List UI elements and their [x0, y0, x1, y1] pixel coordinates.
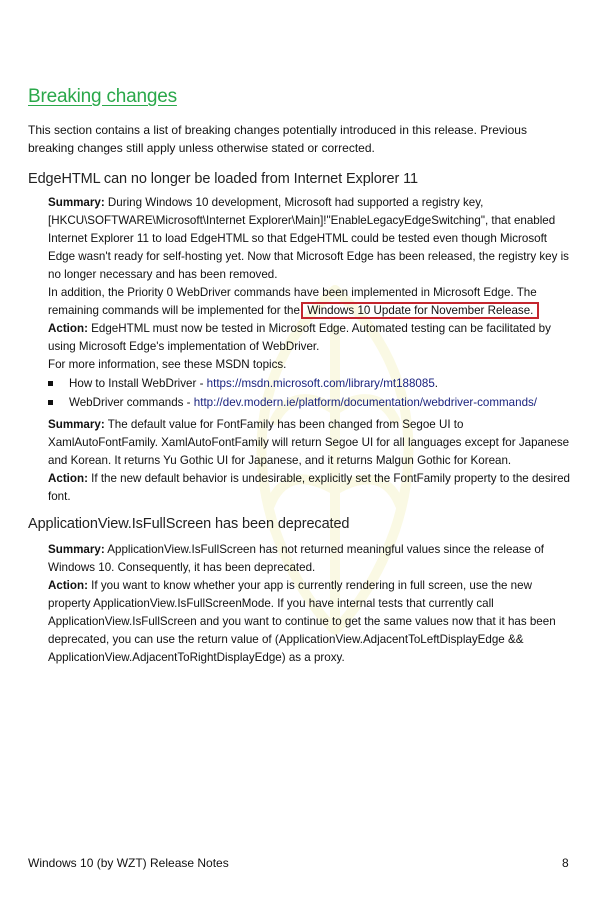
action-label: Action:: [48, 322, 88, 335]
summary-label: Summary:: [48, 418, 105, 431]
section-body-edgehtml: [48, 194, 572, 506]
list-item: [48, 375, 572, 394]
webdriver-commands-link[interactable]: http://dev.modern.ie/platform/documentation/webdriver-commands/: [193, 395, 538, 409]
action-label: Action:: [48, 472, 88, 485]
summary-text: The default value for FontFamily has been changed from Segoe UI to XamlAutoFontFamily. XamlAutoFontFamily will return Segoe UI for all languages except for Japanese and Korean. It returns Yu Gothic UI for Japanese, and it returns Malgun Gothic for Korean.: [48, 418, 570, 467]
summary-label: Summary:: [48, 543, 105, 556]
link-label: How to Install WebDriver -: [69, 377, 207, 390]
page-title: Breaking changes: [28, 86, 177, 107]
fontfamily-summary-paragraph: [48, 416, 572, 470]
action-paragraph: [48, 320, 572, 356]
summary-text: ApplicationView.IsFullScreen has not returned meaningful values since the release of Windows 10. Consequently, it has been deprecated.: [48, 543, 545, 574]
action-text: EdgeHTML must now be tested in Microsoft Edge. Automated testing can be facilitated by using Microsoft Edge's implementation of WebDriver.: [48, 322, 551, 353]
link-suffix: .: [434, 377, 438, 390]
fontfamily-action-paragraph: [48, 470, 572, 506]
square-bullet-icon: [48, 400, 53, 405]
section-heading-fullscreen: ApplicationView.IsFullScreen has been deprecated: [28, 516, 350, 532]
install-webdriver-link[interactable]: https://msdn.microsoft.com/library/mt188085: [206, 377, 435, 390]
link-label: WebDriver commands -: [69, 395, 194, 409]
page-number: 8: [562, 856, 569, 870]
highlighted-release-name: Windows 10 Update for November Release.: [301, 302, 539, 319]
list-item: [48, 394, 572, 413]
summary-paragraph: [48, 541, 572, 577]
summary-paragraph: [48, 194, 572, 284]
action-text: If you want to know whether your app is currently rendering in full screen, use the new property ApplicationView.IsFullScreenMode. If you have internal tests that currently call ApplicationView.IsFullScreen and you want to continue to get the same values now that it has been deprecated, you can use the return value of (ApplicationView.AdjacentToLeftDisplayEdge && ApplicationView.AdjacentToRightDisplayEdge) as a proxy.: [48, 579, 556, 664]
action-label: Action:: [48, 579, 88, 592]
section-heading-edgehtml: EdgeHTML can no longer be loaded from Internet Explorer 11: [28, 171, 418, 187]
section-body-fullscreen: [48, 541, 572, 667]
square-bullet-icon: [48, 381, 53, 386]
footer-title: Windows 10 (by WZT) Release Notes: [28, 856, 229, 870]
more-info-text: For more information, see these MSDN topics.: [48, 358, 287, 371]
intro-paragraph: This section contains a list of breaking changes potentially introduced in this release. Previous breaking changes still apply unless otherwise stated or corrected.: [28, 123, 527, 155]
addition-paragraph: [48, 284, 572, 320]
addition-text: In addition, the Priority 0 WebDriver commands have been implemented in Microsoft Edge. The remaining commands will be implemented for the: [48, 286, 537, 317]
action-paragraph: [48, 577, 572, 667]
action-text: If the new default behavior is undesirable, explicitly set the FontFamily property to the desired font.: [48, 472, 570, 503]
msdn-link-list: [48, 375, 572, 412]
summary-label: Summary:: [48, 196, 105, 209]
summary-text: During Windows 10 development, Microsoft had supported a registry key, [HKCU\SOFTWARE\Microsoft\Internet Explorer\Main]!"EnableLegacyEdgeSwitching", that enabled Internet Explorer 11 to load EdgeHTML so that EdgeHTML could be tested even though Microsoft Edge wasn't ready for self-hosting yet. Now that Microsoft Edge has been released, the registry key is no longer necessary and has been removed.: [48, 196, 569, 281]
